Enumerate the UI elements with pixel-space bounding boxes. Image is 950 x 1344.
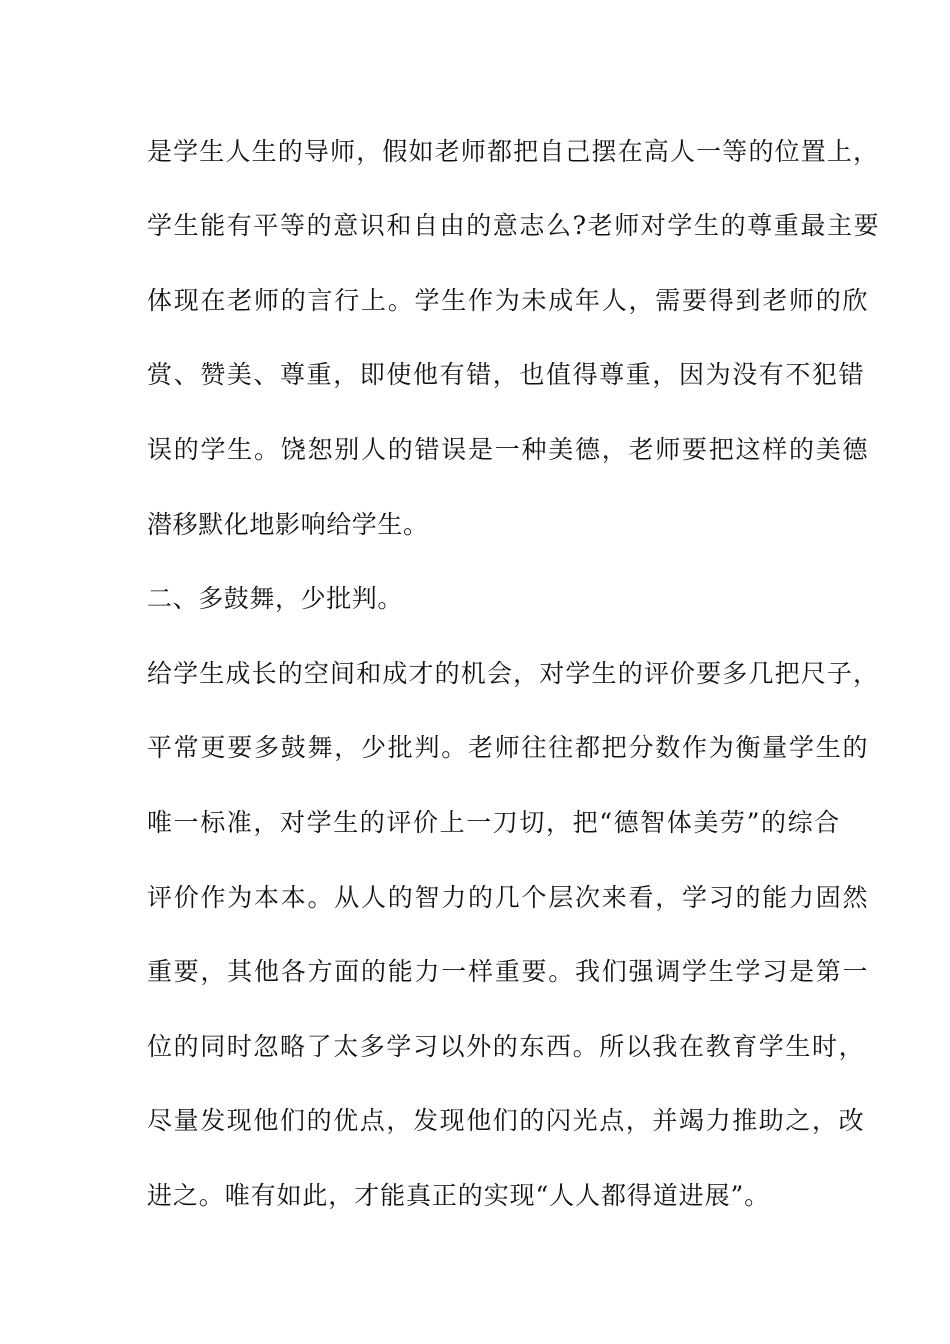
text-line: 唯一标准，对学生的评价上一刀切，把“德智体美劳”的综合 (147, 808, 841, 837)
text-line: 平常更要多鼓舞，少批判。老师往往都把分数作为衡量学生的 (147, 733, 870, 762)
text-line: 是学生人生的导师，假如老师都把自己摆在高人一等的位置上， (147, 137, 880, 166)
text-line: 潜移默化地影响给学生。 (147, 510, 429, 539)
text-line: 重要，其他各方面的能力一样重要。我们强调学生学习是第一 (147, 957, 870, 986)
text-line: 体现在老师的言行上。学生作为未成年人，需要得到老师的欣 (147, 286, 870, 315)
text-line: 评价作为本本。从人的智力的几个层次来看，学习的能力固然 (147, 883, 870, 912)
text-line: 位的同时忽略了太多学习以外的东西。所以我在教育学生时， (147, 1032, 866, 1061)
text-line: 给学生成长的空间和成才的机会，对学生的评价要多几把尺子， (147, 659, 880, 688)
section-heading: 二、多鼓舞，少批判。 (147, 584, 404, 613)
text-line: 赏、赞美、尊重，即使他有错，也值得尊重，因为没有不犯错 (147, 360, 866, 389)
text-line: 误的学生。饶恕别人的错误是一种美德，老师要把这样的美德 (147, 435, 870, 464)
text-line: 尽量发现他们的优点，发现他们的闪光点，并竭力推助之，改 (147, 1106, 866, 1135)
text-line: 学生能有平等的意识和自由的意志么?老师对学生的尊重最主要 (147, 211, 881, 240)
text-line: 进之。唯有如此，才能真正的实现“人人都得道进展”。 (147, 1181, 771, 1210)
